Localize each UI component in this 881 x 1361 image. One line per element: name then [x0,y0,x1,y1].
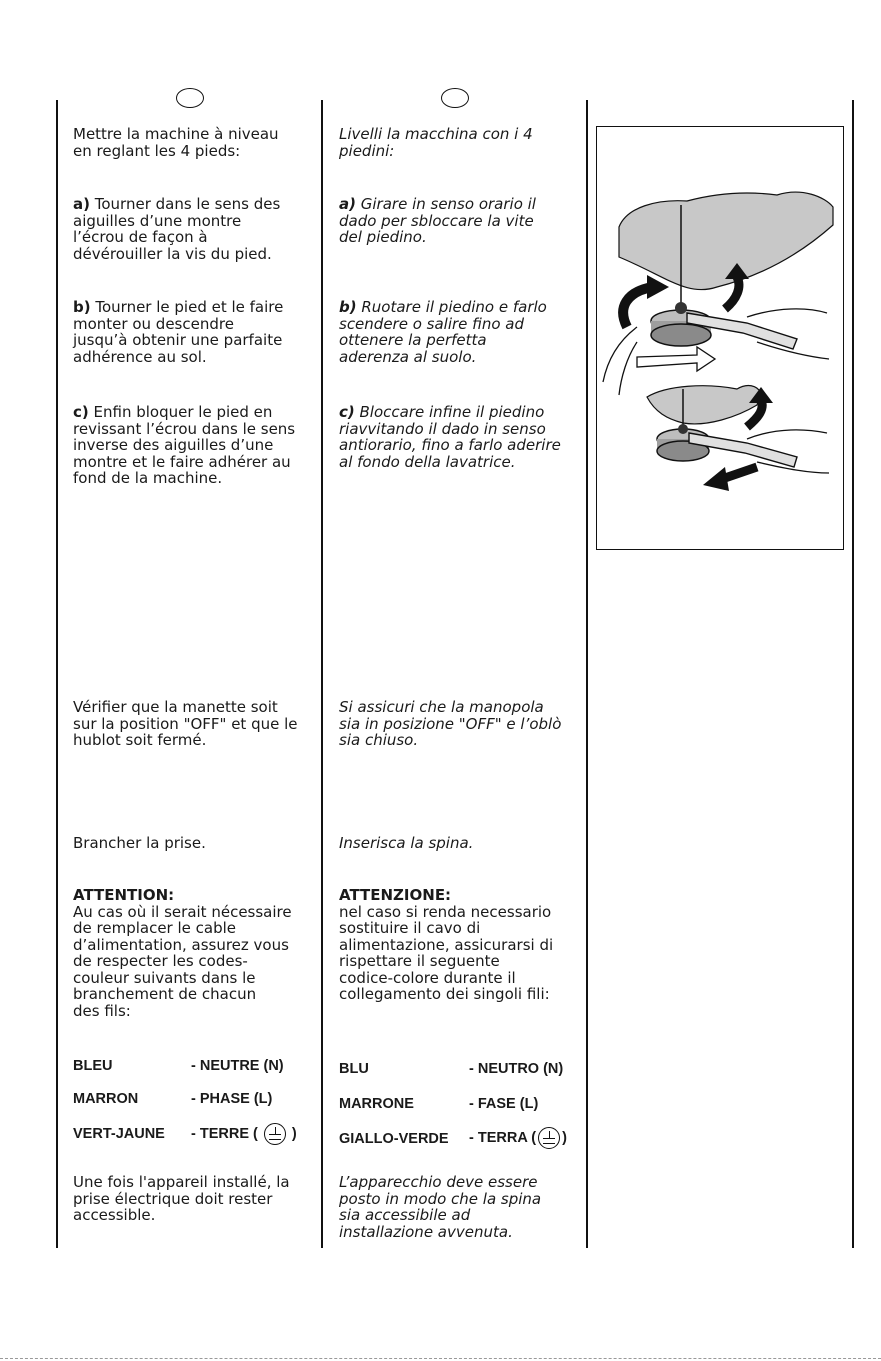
fr-wire-color-2: MARRON [73,1091,139,1107]
it-wire-code-3-text: - TERRA ( [469,1129,537,1146]
column-divider-left [56,100,58,1248]
fr-final-note: Une fois l'appareil installé, la prise électrique doit rester accessible. [73,1173,290,1224]
fr-step-a-text: Tourner dans le sens des aiguilles d’une montre l’écrou de façon à dévérouiller la vis du pied. [73,195,281,263]
fr-step-a-label: a) [73,195,90,213]
fr-wire-code-3-text: - TERRE ( [191,1125,258,1142]
rotate-arrow-bottom-head-icon [703,467,729,491]
fr-wire-code-1: - NEUTRE (N) [191,1058,284,1074]
nut-icon-2 [678,424,688,434]
fr-step-a [73,196,280,262]
it-verify-off: Si assicuri che la manopola sia in posizione "OFF" e l’oblò sia chiuso. [339,698,562,749]
fr-wire-code-2: - PHASE (L) [191,1091,273,1107]
language-circle-icon-french [176,88,204,108]
illustration-svg [597,127,842,548]
direction-arrow-outline-icon [637,347,715,371]
it-wire-code-3-close: ) [562,1129,567,1146]
earth-ground-icon [264,1123,286,1145]
left-hand-outline [603,327,637,395]
it-attention-title: ATTENZIONE: [339,886,452,904]
nut-icon [675,302,687,314]
page-bottom-trim-line [0,1358,881,1359]
it-final-note: L’apparecchio deve essere posto in modo che la spina sia accessibile ad installazione avvenuta. [339,1173,542,1241]
it-wire-code-1: - NEUTRO (N) [469,1061,564,1077]
it-step-c-label: c) [339,403,355,421]
it-step-b-text: Ruotare il piedino e farlo scendere o salire fino ad ottenere la perfetta aderenza al suolo. [339,298,547,366]
it-wire-code-2: - FASE (L) [469,1096,539,1112]
it-wire-code-3 [469,1127,567,1149]
language-circle-icon-italian [441,88,469,108]
column-divider-far-right [852,100,854,1248]
it-step-a-text: Girare in senso orario il dado per sbloccare la vite del piedino. [339,195,536,246]
it-plug-in: Inserisca la spina. [339,834,474,852]
it-step-a [339,196,536,246]
fr-step-c [73,404,295,487]
it-step-c [339,404,561,470]
fr-wire-color-3: VERT-JAUNE [73,1126,165,1142]
column-divider-right [586,100,588,1248]
earth-ground-icon-it [538,1127,560,1149]
it-step-b [339,299,547,365]
fr-verify-off: Vérifier que la manette soit sur la position "OFF" et que le hublot soit fermé. [73,698,298,749]
fr-attention-title: ATTENTION: [73,886,175,904]
it-intro: Livelli la macchina con i 4 piedini: [339,125,533,160]
fr-plug-in: Brancher la prise. [73,834,206,852]
machine-underside-top [619,192,833,290]
it-wire-color-3: GIALLO-VERDE [339,1131,449,1147]
rotate-arrow-bottom-icon [722,467,757,479]
fr-step-b-label: b) [73,298,91,316]
fr-step-b-text: Tourner le pied et le faire monter ou descendre jusqu’à obtenir une parfaite adhérence au sol. [73,298,284,366]
foot-bottom [651,324,711,346]
column-divider-middle [321,100,323,1248]
leveling-feet-wrench-illustration [596,126,844,550]
machine-underside-bottom [647,386,761,424]
fr-wire-color-1: BLEU [73,1058,113,1074]
fr-wire-code-3 [191,1123,297,1145]
fr-attention [73,887,292,1019]
fr-step-b [73,299,283,365]
fr-step-c-text: Enfin bloquer le pied en revissant l’écrou dans le sens inverse des aiguilles d’une montre et le faire adhérer au fond de la machine. [73,403,296,487]
it-step-b-label: b) [339,298,357,316]
fr-wire-code-3-close: ) [291,1125,297,1142]
it-step-c-text: Bloccare infine il piedino riavvitando il dado in senso antiorario, fino a farlo aderire al fondo della lavatrice. [339,403,561,471]
it-attention-text: nel caso si renda necessario sostituire il cavo di alimentazione, assicurarsi di rispettare il seguente codice-colore durante il collegamento dei singoli fili: [339,902,554,1003]
fr-intro: Mettre la machine à niveau en reglant les 4 pieds: [73,125,279,160]
it-step-a-label: a) [339,195,356,213]
fr-step-c-label: c) [73,403,89,421]
fr-attention-text: Au cas où il serait nécessaire de remplacer le cable d’alimentation, assurez vous de respecter les codes- couleur suivants dans le branchement de chacun des fils: [73,902,292,1020]
it-wire-color-2: MARRONE [339,1096,414,1112]
it-wire-color-1: BLU [339,1061,369,1077]
it-attention [339,887,553,1003]
